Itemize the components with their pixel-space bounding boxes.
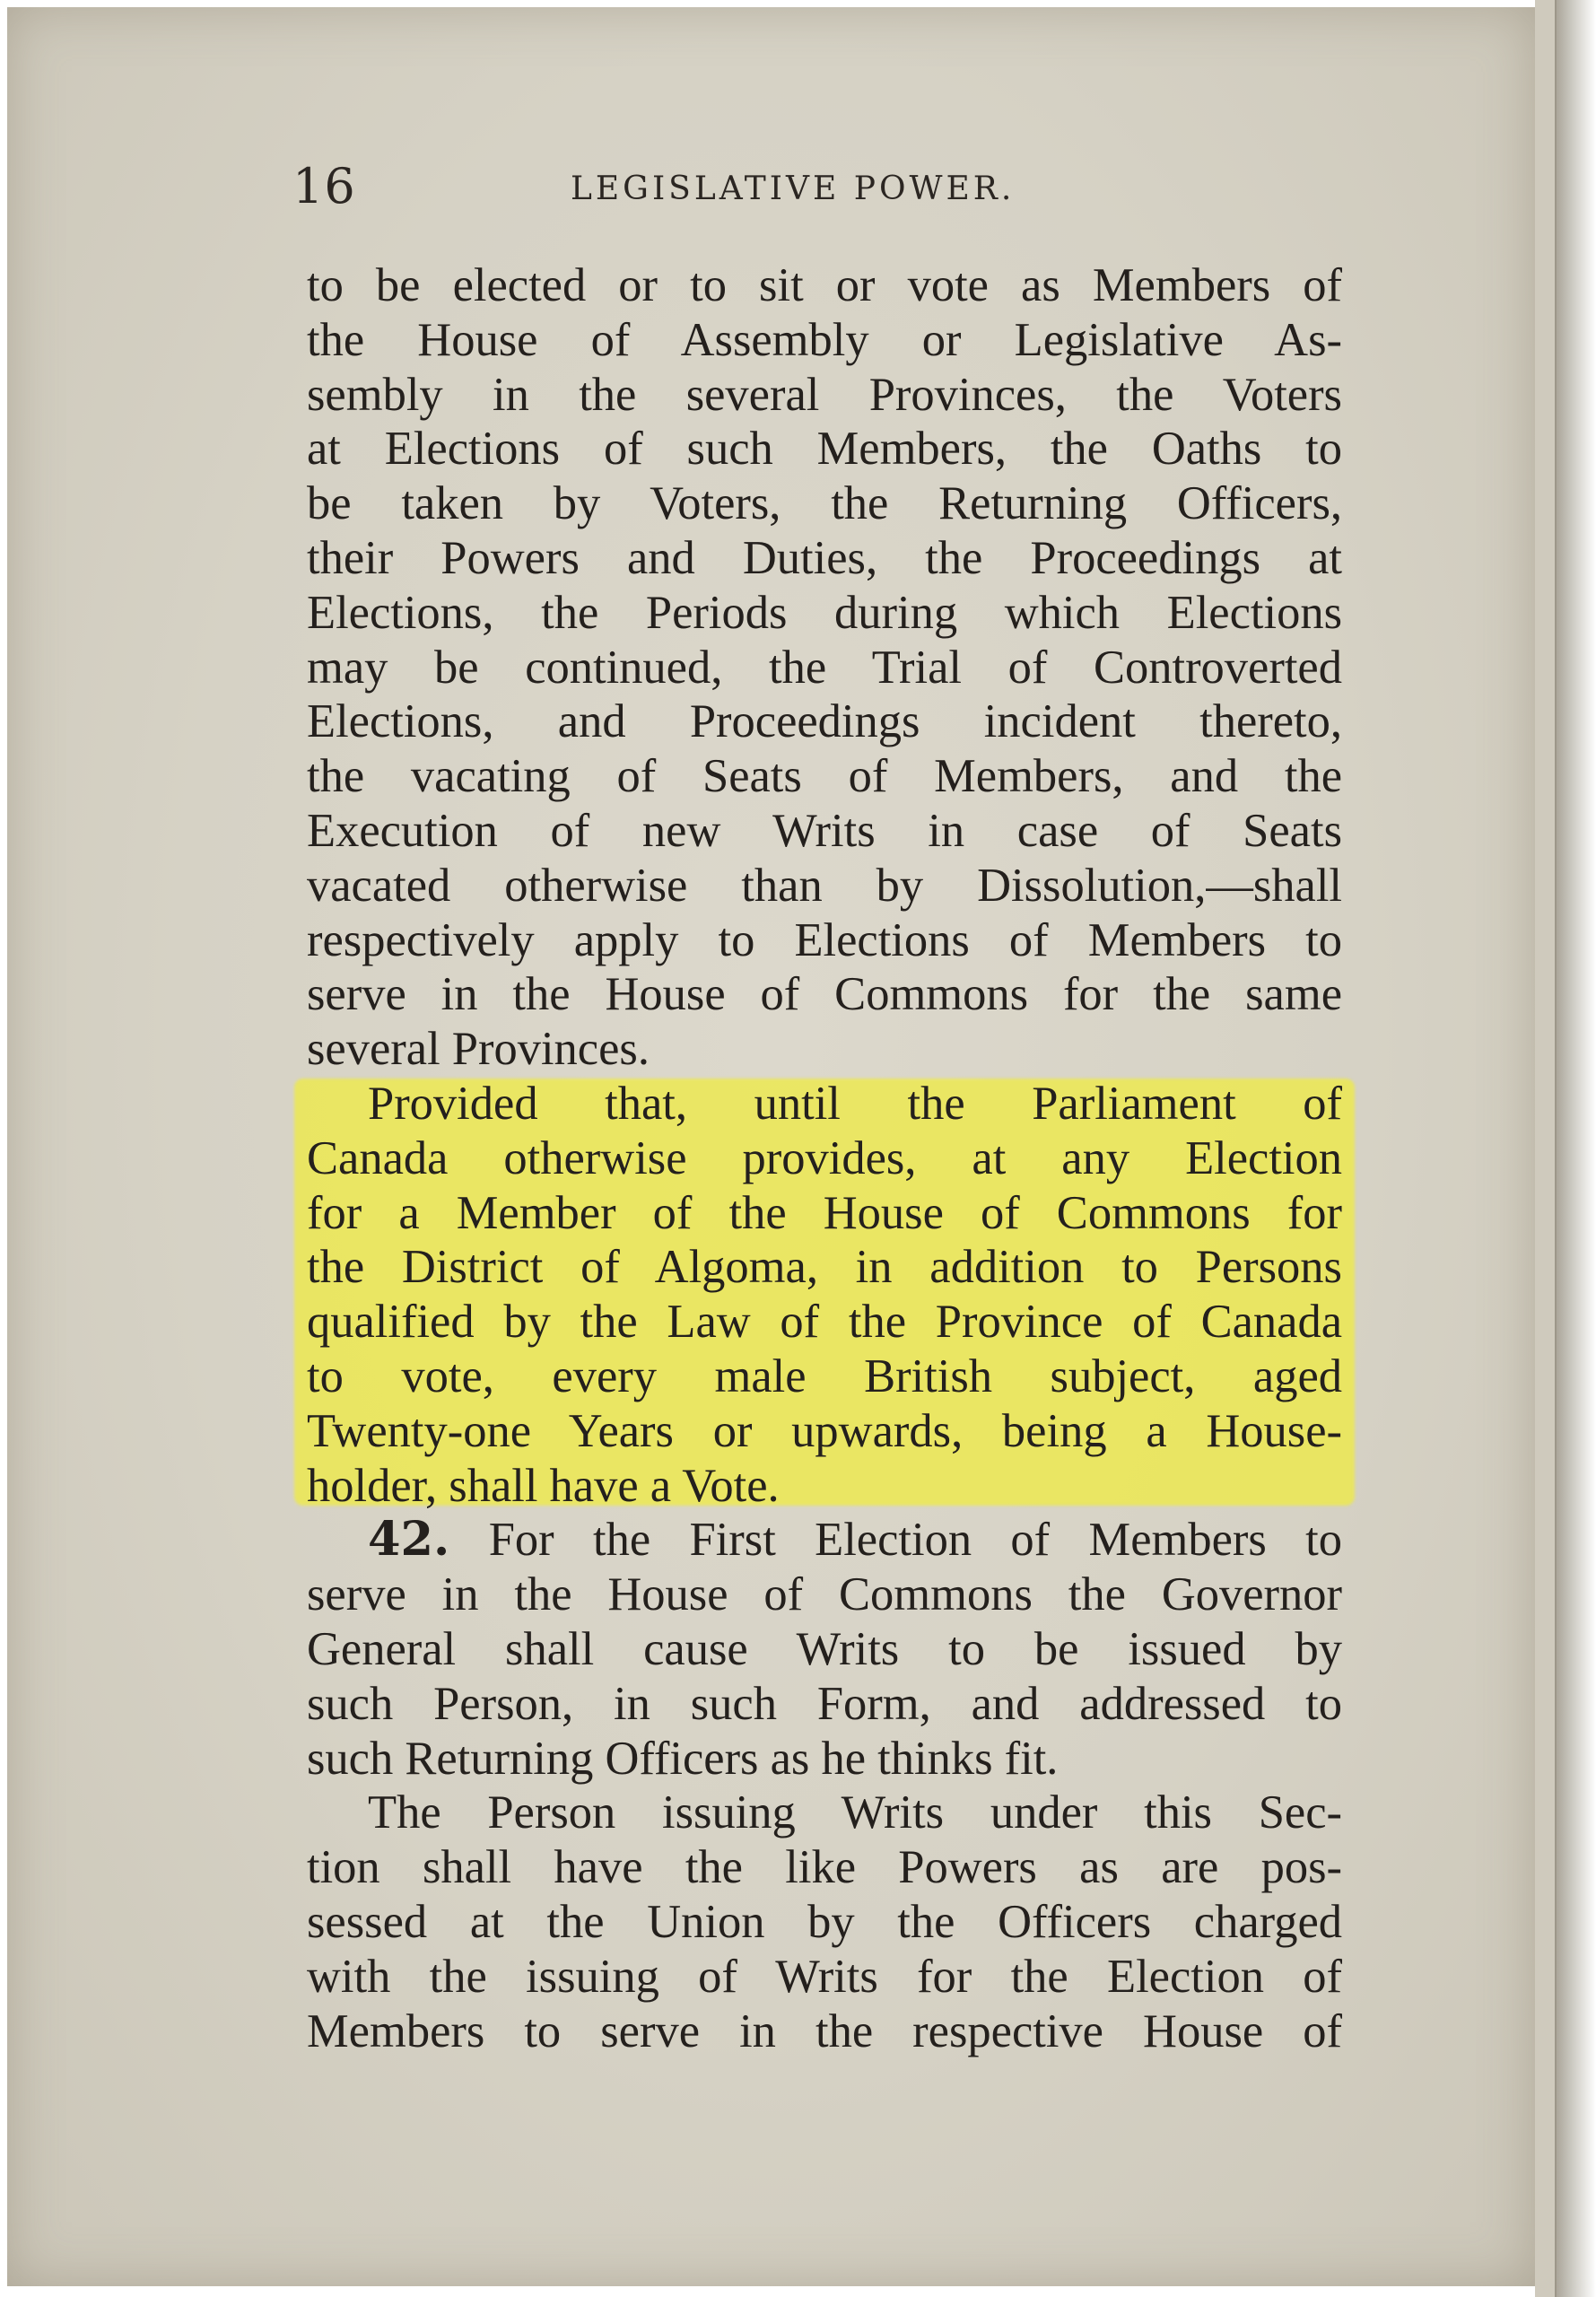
highlighted-proviso-paragraph <box>307 1077 1342 1513</box>
text-line: such Returning Officers as he thinks fit. <box>307 1732 1059 1785</box>
text-line-rest: For the First Election of Members to <box>449 1514 1342 1567</box>
text-line: serve in the House of Commons for the same <box>307 968 1342 1021</box>
book-page <box>7 7 1535 2286</box>
paragraph-continuation <box>307 258 1342 1077</box>
deckle-edge <box>1535 0 1557 2297</box>
running-title: LEGISLATIVE POWER. <box>571 170 1016 207</box>
text-line: qualified by the Law of the Province of Canada <box>307 1296 1342 1349</box>
page-header <box>292 158 1347 221</box>
text-line: sessed at the Union by the Officers charged <box>307 1895 1342 1948</box>
text-line: may be continued, the Trial of Controverted <box>307 641 1342 694</box>
text-line: Canada otherwise provides, at any Election <box>307 1131 1342 1184</box>
text-line: holder, shall have a Vote. <box>307 1459 780 1512</box>
text-line: The Person issuing Writs under this Sec- <box>368 1786 1342 1839</box>
text-line: the House of Assembly or Legislative As- <box>307 313 1342 366</box>
text-line: tion shall have the like Powers as are pos- <box>307 1841 1342 1894</box>
text-line: the vacating of Seats of Members, and the <box>307 750 1342 803</box>
text-line: be taken by Voters, the Returning Officers, <box>307 477 1342 530</box>
text-line: Elections, and Proceedings incident thereto, <box>307 695 1342 748</box>
text-line: the District of Algoma, in addition to Persons <box>307 1241 1342 1294</box>
text-line: several Provinces. <box>307 1023 650 1076</box>
section-42-first-line <box>307 1513 1342 1568</box>
text-line: General shall cause Writs to be issued by <box>307 1622 1342 1675</box>
text-line: Twenty-one Years or upwards, being a House- <box>307 1404 1342 1457</box>
page-number: 16 <box>292 158 356 214</box>
text-line: at Elections of such Members, the Oaths to <box>307 423 1342 476</box>
page-edge <box>1535 0 1596 2297</box>
section-42 <box>307 1513 1342 1786</box>
text-line: such Person, in such Form, and addressed to <box>307 1677 1342 1730</box>
text-line: vacated otherwise than by Dissolution,—shall <box>307 859 1342 912</box>
text-line: their Powers and Duties, the Proceedings at <box>307 531 1342 584</box>
section-number: 42. <box>368 1512 450 1568</box>
text-line: sembly in the several Provinces, the Voters <box>307 368 1342 421</box>
text-line: Members to serve in the respective House of <box>307 2004 1342 2057</box>
text-line: respectively apply to Elections of Members to <box>307 913 1342 966</box>
text-line: serve in the House of Commons the Governor <box>307 1568 1342 1621</box>
text-line: Execution of new Writs in case of Seats <box>307 804 1342 857</box>
text-line: with the issuing of Writs for the Election of <box>307 1950 1342 2003</box>
text-line: to be elected or to sit or vote as Members of <box>307 259 1342 311</box>
body-text <box>307 258 1342 2058</box>
text-line: to vote, every male British subject, aged <box>307 1349 1342 1402</box>
text-line: for a Member of the House of Commons for <box>307 1186 1342 1239</box>
text-line: Provided that, until the Parliament of <box>368 1077 1342 1130</box>
text-line: Elections, the Periods during which Elections <box>307 586 1342 639</box>
paragraph-writs <box>307 1786 1342 2058</box>
